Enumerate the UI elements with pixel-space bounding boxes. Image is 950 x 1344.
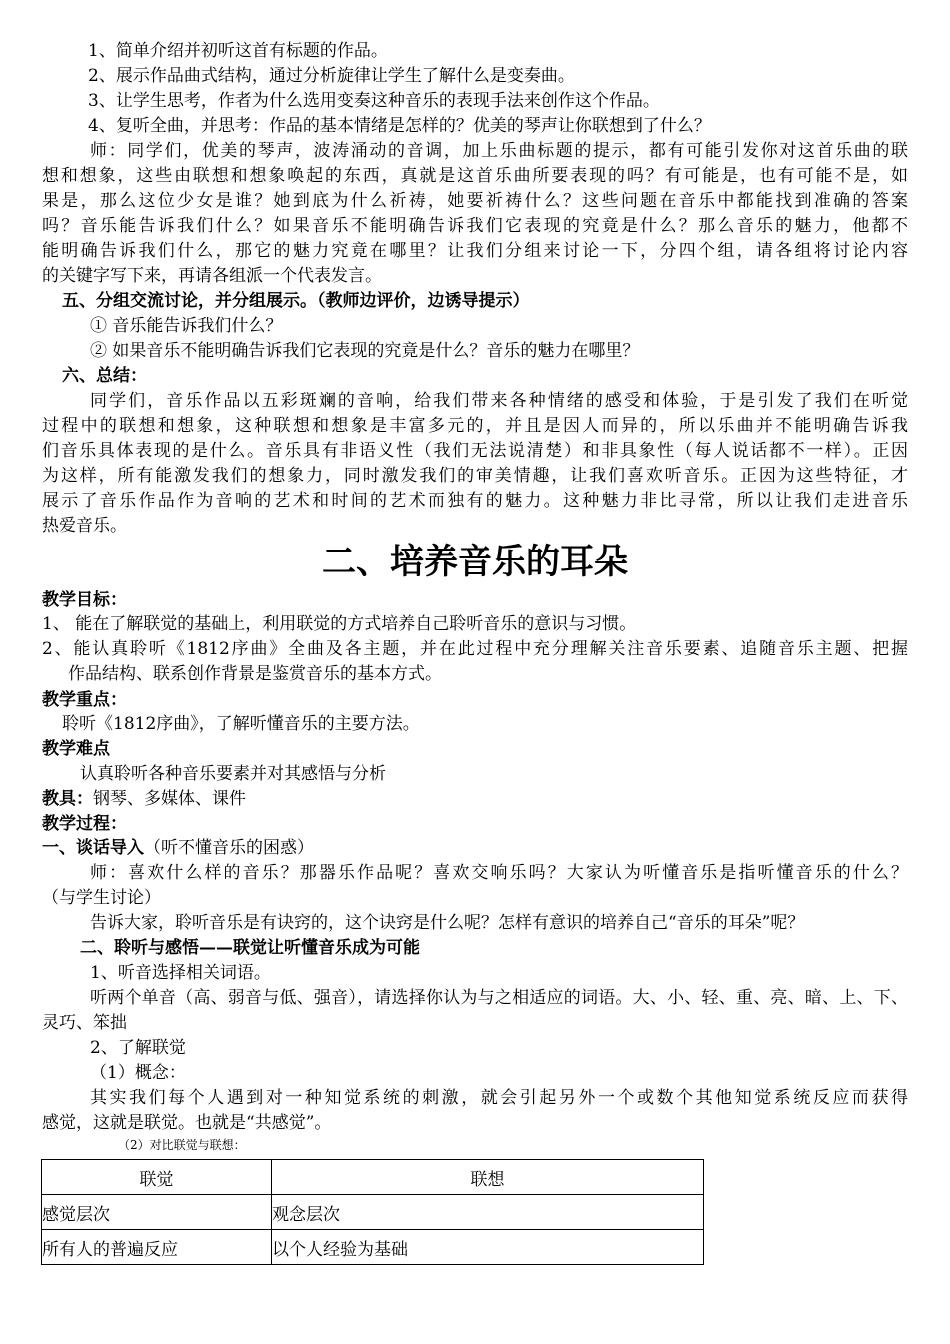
summary-line: 热爱音乐。 (42, 516, 127, 536)
table-row (42, 1230, 704, 1265)
tools-line (42, 787, 908, 812)
step1-line-1: 师：喜欢什么样的音乐？那器乐作品呢？喜欢交响乐吗？大家认为听懂音乐是指听懂音乐的什么？ (90, 863, 908, 883)
teacher-line: 能明确告诉我们什么，那它的魅力究竟在哪里？让我们分组来讨论一下，分四个组，请各组将讨论内容 (42, 241, 908, 261)
goal-1: 1、 能在了解联觉的基础上，利用联觉的方式培养自己聆听音乐的意识与习惯。 (42, 614, 637, 634)
summary-line: 同学们，音乐作品以五彩斑斓的音响，给我们带来各种情绪的感受和体验，于是引发了我们在听觉 (90, 391, 908, 411)
difficulty-text: 认真聆听各种音乐要素并对其感悟与分析 (80, 764, 386, 784)
step1-heading: 一、谈话导入 (42, 838, 144, 858)
process-heading: 教学过程： (42, 814, 127, 834)
concept-text: 其实我们每个人遇到对一种知觉系统的刺激，就会引起另外一个或数个其他知觉系统反应而获得 (90, 1088, 908, 1108)
goal-2-continued: 作品结构、联系创作背景是鉴赏音乐的基本方式。 (68, 664, 442, 684)
table-header-row (42, 1160, 704, 1195)
step2-heading: 二、聆听与感悟——联觉让听懂音乐成为可能 (80, 938, 420, 958)
key-point-heading: 教学重点： (42, 690, 127, 710)
item-3: 3、让学生思考，作者为什么选用变奏这种音乐的表现手法来创作这个作品。 (88, 91, 660, 111)
step1-line-3: 告诉大家，聆听音乐是有诀窍的，这个诀窍是什么呢？怎样有意识的培养自己“音乐的耳朵”呢？ (90, 913, 805, 933)
summary-line: 们音乐具体表现的是什么。音乐具有非语义性（我们无法说清楚）和非具象性（每人说话都不一样）。正因 (42, 441, 908, 461)
item-4: 4、复听全曲，并思考：作品的基本情绪是怎样的？优美的琴声让你联想到了什么？ (88, 116, 711, 136)
table-header-cell: 联想 (272, 1160, 704, 1195)
goal-2: 2、能认真聆听《1812序曲》全曲及各主题，并在此过程中充分理解关注音乐要素、追随音乐主题、把握 (42, 639, 908, 659)
difficulty-heading: 教学难点 (42, 739, 110, 759)
section5-heading: 五、分组交流讨论，并分组展示。（教师边评价，边诱导提示） (62, 291, 530, 311)
table-row (42, 1195, 704, 1230)
table-cell: 所有人的普遍反应 (42, 1230, 272, 1265)
table-cell: 以个人经验为基础 (272, 1230, 704, 1265)
table-cell: 观念层次 (272, 1195, 704, 1230)
summary-line: 为这样，所有能激发我们的想象力，同时激发我们的审美情趣，让我们喜欢听音乐。正因为这些特征，才 (42, 466, 908, 486)
step2-sub-1-text-continued: 灵巧、笨拙 (42, 1013, 127, 1033)
step1-line-2: （与学生讨论） (42, 888, 161, 908)
tools-heading: 教具： (42, 789, 93, 809)
compare-caption: （2）对比联觉与联想： (118, 1138, 246, 1152)
table-header-cell: 联觉 (42, 1160, 272, 1195)
teacher-line: 的关键字写下来，再请各组派一个代表发言。 (42, 266, 382, 286)
concept-text-continued: 感觉，这就是联觉。也就是“共感觉”。 (42, 1113, 332, 1133)
summary-line: 展示了音乐作品作为音响的艺术和时间的艺术而独有的魅力。这种魅力非比寻常，所以让我们走进音乐 (42, 491, 908, 511)
teacher-line: 师：同学们，优美的琴声，波涛涌动的音调，加上乐曲标题的提示，都有可能引发你对这首乐曲的联 (90, 141, 908, 161)
section5-question-2: ② 如果音乐不能明确告诉我们它表现的究竟是什么？音乐的魅力在哪里？ (90, 341, 640, 361)
item-2: 2、展示作品曲式结构，通过分析旋律让学生了解什么是变奏曲。 (88, 66, 575, 86)
item-1: 1、简单介绍并初听这首有标题的作品。 (88, 41, 388, 61)
teacher-line: 吗？音乐能告诉我们什么？如果音乐不能明确告诉我们它表现的究竟是什么？那么音乐的魅力，他都不 (42, 216, 908, 236)
section5-question-1: ① 音乐能告诉我们什么？ (90, 316, 283, 336)
step2-sub-2: 2、了解联觉 (90, 1038, 186, 1058)
teacher-line: 想和想象，这些由联想和想象唤起的东西，真就是这首乐曲所要表现的吗？有可能是，也有可能不是，如 (42, 166, 908, 186)
key-point-text: 聆听《1812序曲》，了解听懂音乐的主要方法。 (62, 714, 420, 734)
section6-heading: 六、总结： (62, 366, 147, 386)
step2-sub-1-text: 听两个单音（高、弱音与低、强音），请选择你认为与之相适应的词语。大、小、轻、重、亮、暗、上、下、 (90, 988, 908, 1008)
chapter-title: 二、培养音乐的耳朵 (322, 542, 628, 582)
tools-text: 钢琴、多媒体、课件 (93, 789, 246, 809)
summary-line: 过程中的联想和想象，这种联想和想象是丰富多元的，并且是因人而异的，所以乐曲并不能明确告诉我 (42, 416, 908, 436)
step1-heading-line (42, 836, 908, 861)
teacher-line: 果是，那么这位少女是谁？她到底为什么祈祷，她要祈祷什么？这些问题在音乐中都能找到准确的答案 (42, 191, 908, 211)
step2-sub-1: 1、听音选择相关词语。 (90, 963, 271, 983)
step1-subtitle: （听不懂音乐的困惑） (144, 838, 314, 858)
table-cell: 感觉层次 (42, 1195, 272, 1230)
comparison-table (41, 1159, 704, 1265)
concept-heading: （1）概念： (90, 1063, 186, 1083)
goals-heading: 教学目标： (42, 590, 127, 610)
